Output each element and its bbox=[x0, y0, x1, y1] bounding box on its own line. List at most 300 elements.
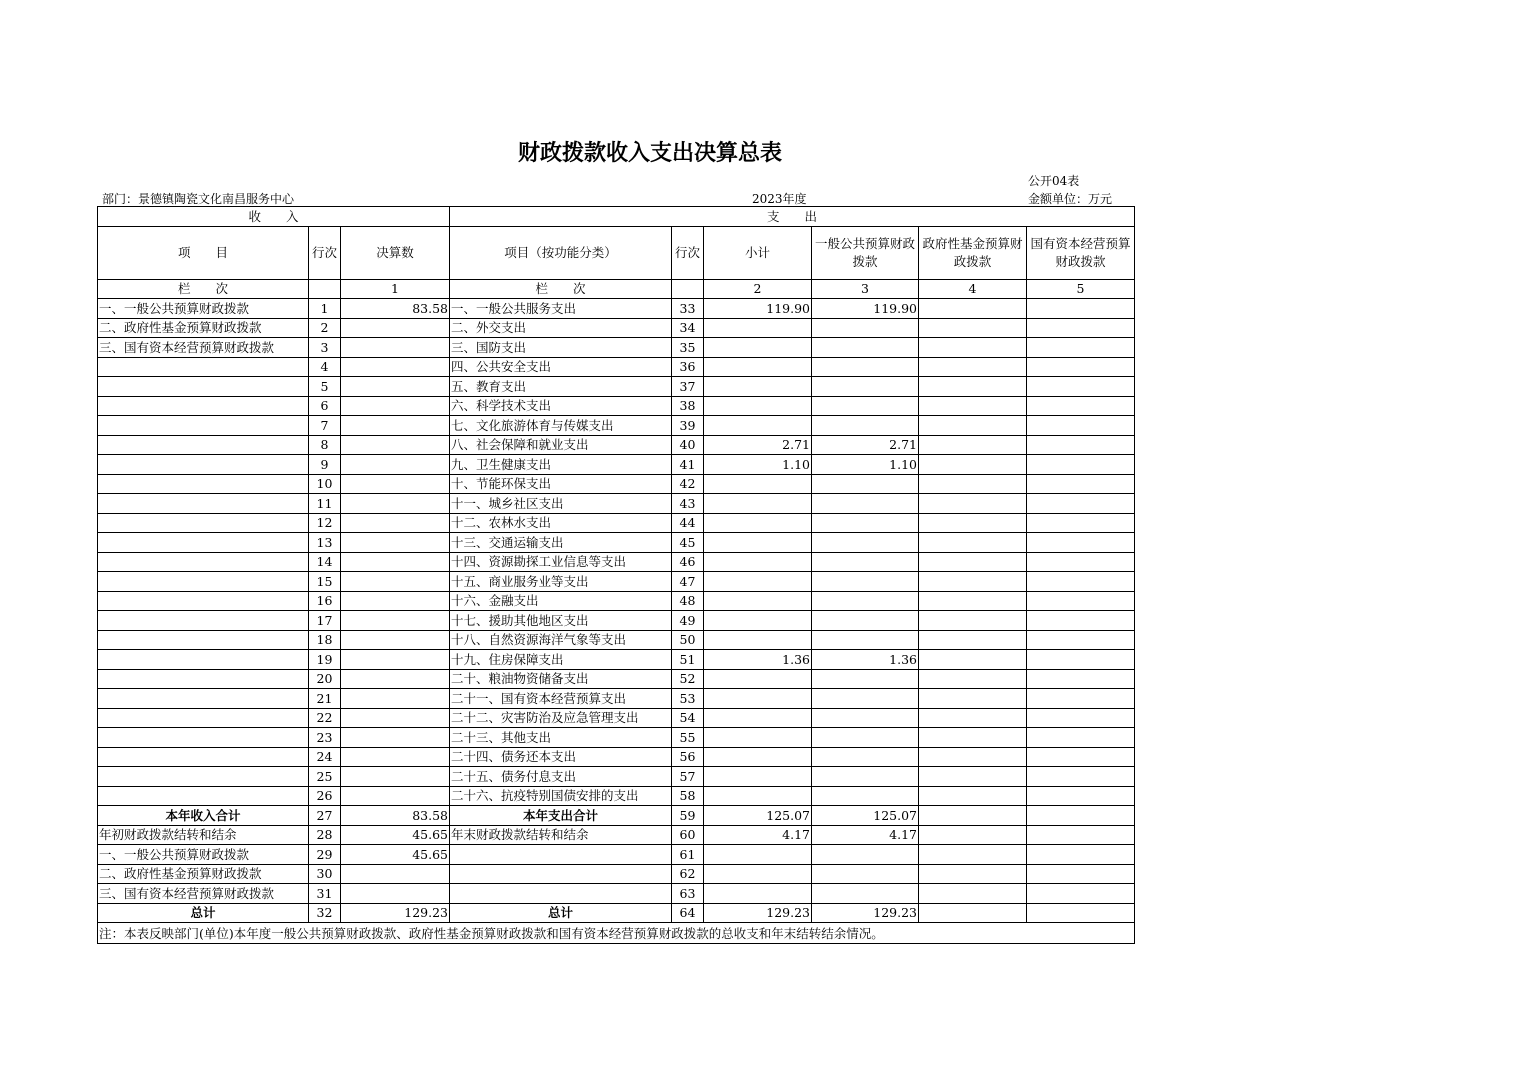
general-budget-cell bbox=[812, 747, 919, 767]
expense-item-cell: 七、文化旅游体育与传媒支出 bbox=[450, 416, 672, 436]
income-amount-cell bbox=[341, 689, 450, 709]
column-index-label: 栏 次 bbox=[450, 279, 672, 299]
income-amount-cell bbox=[341, 474, 450, 494]
gov-fund-header: 政府性基金预算财政拨款 bbox=[919, 226, 1027, 279]
general-budget-cell bbox=[812, 494, 919, 514]
column-index-4: 4 bbox=[919, 279, 1027, 299]
income-amount-cell bbox=[341, 591, 450, 611]
income-item-cell bbox=[98, 572, 309, 592]
column-header-row bbox=[98, 226, 1135, 279]
income-amount-cell: 45.65 bbox=[341, 825, 450, 845]
income-line-no-cell: 28 bbox=[309, 825, 341, 845]
general-budget-cell: 125.07 bbox=[812, 806, 919, 826]
gov-fund-cell bbox=[919, 396, 1027, 416]
table-row bbox=[98, 572, 1135, 592]
state-capital-cell bbox=[1027, 377, 1135, 397]
general-budget-cell bbox=[812, 552, 919, 572]
income-amount-cell bbox=[341, 435, 450, 455]
gov-fund-cell bbox=[919, 513, 1027, 533]
income-item-cell: 三、国有资本经营预算财政拨款 bbox=[98, 338, 309, 358]
income-line-no-cell: 12 bbox=[309, 513, 341, 533]
income-line-no-cell: 15 bbox=[309, 572, 341, 592]
income-amount-cell: 83.58 bbox=[341, 806, 450, 826]
state-capital-cell bbox=[1027, 474, 1135, 494]
income-section-header: 收 入 bbox=[98, 207, 450, 227]
expense-line-no-cell: 45 bbox=[672, 533, 704, 553]
expense-line-no-cell: 60 bbox=[672, 825, 704, 845]
state-capital-cell bbox=[1027, 650, 1135, 670]
table-row bbox=[98, 864, 1135, 884]
income-line-no-cell: 13 bbox=[309, 533, 341, 553]
general-budget-cell bbox=[812, 416, 919, 436]
column-index-label: 栏 次 bbox=[98, 279, 309, 299]
subtotal-cell bbox=[704, 728, 812, 748]
income-amount-cell bbox=[341, 884, 450, 904]
income-item-cell bbox=[98, 396, 309, 416]
expense-line-no-header: 行次 bbox=[672, 226, 704, 279]
table-row bbox=[98, 825, 1135, 845]
income-item-cell bbox=[98, 377, 309, 397]
table-row bbox=[98, 786, 1135, 806]
expense-item-cell: 四、公共安全支出 bbox=[450, 357, 672, 377]
gov-fund-cell bbox=[919, 884, 1027, 904]
subtotal-cell bbox=[704, 884, 812, 904]
subtotal-cell bbox=[704, 377, 812, 397]
income-amount-cell: 45.65 bbox=[341, 845, 450, 865]
income-line-no-cell: 18 bbox=[309, 630, 341, 650]
general-budget-cell bbox=[812, 377, 919, 397]
income-amount-cell bbox=[341, 416, 450, 436]
income-item-cell bbox=[98, 728, 309, 748]
expense-line-no-cell: 41 bbox=[672, 455, 704, 475]
income-amount-cell bbox=[341, 611, 450, 631]
state-capital-cell bbox=[1027, 552, 1135, 572]
income-item-cell: 一、一般公共预算财政拨款 bbox=[98, 845, 309, 865]
income-amount-cell bbox=[341, 494, 450, 514]
income-item-cell bbox=[98, 650, 309, 670]
gov-fund-cell bbox=[919, 806, 1027, 826]
budget-table bbox=[97, 206, 1135, 944]
table-row bbox=[98, 416, 1135, 436]
expense-line-no-cell: 38 bbox=[672, 396, 704, 416]
column-index-5: 5 bbox=[1027, 279, 1135, 299]
income-amount-cell bbox=[341, 513, 450, 533]
section-header-row bbox=[98, 207, 1135, 227]
state-capital-cell bbox=[1027, 338, 1135, 358]
gov-fund-cell bbox=[919, 825, 1027, 845]
income-amount-cell bbox=[341, 650, 450, 670]
subtotal-cell bbox=[704, 864, 812, 884]
state-capital-cell bbox=[1027, 318, 1135, 338]
subtotal-cell bbox=[704, 747, 812, 767]
amount-unit: 金额单位：万元 bbox=[1028, 192, 1113, 206]
general-budget-cell bbox=[812, 728, 919, 748]
income-line-no-cell: 7 bbox=[309, 416, 341, 436]
subtotal-cell bbox=[704, 630, 812, 650]
income-line-no-cell: 5 bbox=[309, 377, 341, 397]
income-amount-cell bbox=[341, 318, 450, 338]
gov-fund-cell bbox=[919, 455, 1027, 475]
subtotal-cell: 129.23 bbox=[704, 903, 812, 923]
gov-fund-cell bbox=[919, 630, 1027, 650]
subtotal-cell: 119.90 bbox=[704, 299, 812, 319]
state-capital-cell bbox=[1027, 864, 1135, 884]
table-row bbox=[98, 903, 1135, 923]
income-amount-cell bbox=[341, 357, 450, 377]
expense-item-cell: 二、外交支出 bbox=[450, 318, 672, 338]
state-capital-cell bbox=[1027, 396, 1135, 416]
income-amount-cell bbox=[341, 767, 450, 787]
income-amount-cell bbox=[341, 377, 450, 397]
expense-item-cell: 一、一般公共服务支出 bbox=[450, 299, 672, 319]
expense-item-cell bbox=[450, 884, 672, 904]
expense-item-cell bbox=[450, 864, 672, 884]
expense-item-cell: 十五、商业服务业等支出 bbox=[450, 572, 672, 592]
expense-item-cell: 二十六、抗疫特别国债安排的支出 bbox=[450, 786, 672, 806]
income-line-no-cell: 25 bbox=[309, 767, 341, 787]
income-line-no-cell: 24 bbox=[309, 747, 341, 767]
table-row bbox=[98, 747, 1135, 767]
income-amount-cell bbox=[341, 708, 450, 728]
subtotal-cell bbox=[704, 357, 812, 377]
table-row bbox=[98, 552, 1135, 572]
expense-line-no-cell: 57 bbox=[672, 767, 704, 787]
expense-line-no-cell: 54 bbox=[672, 708, 704, 728]
state-capital-cell bbox=[1027, 630, 1135, 650]
gov-fund-cell bbox=[919, 767, 1027, 787]
gov-fund-cell bbox=[919, 377, 1027, 397]
subtotal-header: 小计 bbox=[704, 226, 812, 279]
income-line-no-cell: 16 bbox=[309, 591, 341, 611]
expense-line-no-cell: 63 bbox=[672, 884, 704, 904]
fiscal-year: 2023年度 bbox=[752, 192, 807, 206]
gov-fund-cell bbox=[919, 845, 1027, 865]
report-title: 财政拨款收入支出决算总表 bbox=[517, 141, 782, 166]
gov-fund-cell bbox=[919, 591, 1027, 611]
state-capital-cell bbox=[1027, 767, 1135, 787]
expense-line-no-cell: 34 bbox=[672, 318, 704, 338]
expense-item-cell: 本年支出合计 bbox=[450, 806, 672, 826]
expense-line-no-cell: 53 bbox=[672, 689, 704, 709]
income-line-no-cell: 29 bbox=[309, 845, 341, 865]
column-index-2: 2 bbox=[704, 279, 812, 299]
table-row bbox=[98, 669, 1135, 689]
subtotal-cell bbox=[704, 552, 812, 572]
expense-line-no-cell: 56 bbox=[672, 747, 704, 767]
column-index-blank bbox=[309, 279, 341, 299]
table-row bbox=[98, 455, 1135, 475]
table-row bbox=[98, 591, 1135, 611]
expense-item-cell: 二十四、债务还本支出 bbox=[450, 747, 672, 767]
subtotal-cell bbox=[704, 611, 812, 631]
table-row bbox=[98, 845, 1135, 865]
expense-item-cell: 三、国防支出 bbox=[450, 338, 672, 358]
general-budget-cell: 119.90 bbox=[812, 299, 919, 319]
expense-item-cell: 五、教育支出 bbox=[450, 377, 672, 397]
income-line-no-cell: 8 bbox=[309, 435, 341, 455]
income-item-cell: 二、政府性基金预算财政拨款 bbox=[98, 864, 309, 884]
table-row bbox=[98, 689, 1135, 709]
income-line-no-header: 行次 bbox=[309, 226, 341, 279]
general-budget-cell bbox=[812, 884, 919, 904]
table-row bbox=[98, 884, 1135, 904]
gov-fund-cell bbox=[919, 416, 1027, 436]
income-amount-cell bbox=[341, 786, 450, 806]
state-capital-cell bbox=[1027, 806, 1135, 826]
income-amount-cell bbox=[341, 338, 450, 358]
expense-section-header: 支 出 bbox=[450, 207, 1135, 227]
form-number: 公开04表 bbox=[1028, 174, 1080, 188]
income-line-no-cell: 23 bbox=[309, 728, 341, 748]
table-row bbox=[98, 435, 1135, 455]
income-item-cell bbox=[98, 357, 309, 377]
subtotal-cell bbox=[704, 786, 812, 806]
income-item-cell: 二、政府性基金预算财政拨款 bbox=[98, 318, 309, 338]
subtotal-cell bbox=[704, 708, 812, 728]
subtotal-cell bbox=[704, 513, 812, 533]
column-index-1: 1 bbox=[341, 279, 450, 299]
table-row bbox=[98, 513, 1135, 533]
income-item-cell bbox=[98, 494, 309, 514]
income-item-cell bbox=[98, 767, 309, 787]
gov-fund-cell bbox=[919, 728, 1027, 748]
subtotal-cell: 2.71 bbox=[704, 435, 812, 455]
note-row bbox=[98, 923, 1135, 944]
state-capital-cell bbox=[1027, 435, 1135, 455]
income-line-no-cell: 10 bbox=[309, 474, 341, 494]
income-line-no-cell: 4 bbox=[309, 357, 341, 377]
expense-item-cell: 十、节能环保支出 bbox=[450, 474, 672, 494]
table-row bbox=[98, 377, 1135, 397]
income-item-cell: 本年收入合计 bbox=[98, 806, 309, 826]
general-budget-header: 一般公共预算财政拨款 bbox=[812, 226, 919, 279]
income-line-no-cell: 9 bbox=[309, 455, 341, 475]
table-row bbox=[98, 806, 1135, 826]
general-budget-cell bbox=[812, 689, 919, 709]
subtotal-cell bbox=[704, 572, 812, 592]
state-capital-cell bbox=[1027, 786, 1135, 806]
income-amount-cell bbox=[341, 864, 450, 884]
column-index-row bbox=[98, 279, 1135, 299]
state-capital-cell bbox=[1027, 357, 1135, 377]
general-budget-cell bbox=[812, 630, 919, 650]
subtotal-cell bbox=[704, 494, 812, 514]
gov-fund-cell bbox=[919, 318, 1027, 338]
state-capital-cell bbox=[1027, 747, 1135, 767]
general-budget-cell: 129.23 bbox=[812, 903, 919, 923]
state-capital-cell bbox=[1027, 728, 1135, 748]
general-budget-cell bbox=[812, 708, 919, 728]
income-line-no-cell: 1 bbox=[309, 299, 341, 319]
expense-line-no-cell: 62 bbox=[672, 864, 704, 884]
income-amount-cell bbox=[341, 572, 450, 592]
income-item-cell bbox=[98, 689, 309, 709]
expense-line-no-cell: 43 bbox=[672, 494, 704, 514]
income-amount-cell bbox=[341, 552, 450, 572]
subtotal-cell: 1.36 bbox=[704, 650, 812, 670]
income-amount-cell bbox=[341, 630, 450, 650]
income-line-no-cell: 17 bbox=[309, 611, 341, 631]
income-item-cell bbox=[98, 786, 309, 806]
table-row bbox=[98, 318, 1135, 338]
income-item-cell bbox=[98, 533, 309, 553]
state-capital-cell bbox=[1027, 416, 1135, 436]
general-budget-cell bbox=[812, 572, 919, 592]
general-budget-cell: 4.17 bbox=[812, 825, 919, 845]
general-budget-cell bbox=[812, 396, 919, 416]
general-budget-cell bbox=[812, 474, 919, 494]
state-capital-header: 国有资本经营预算财政拨款 bbox=[1027, 226, 1135, 279]
state-capital-cell bbox=[1027, 884, 1135, 904]
gov-fund-cell bbox=[919, 572, 1027, 592]
gov-fund-cell bbox=[919, 552, 1027, 572]
table-row bbox=[98, 474, 1135, 494]
income-amount-cell bbox=[341, 533, 450, 553]
subtotal-cell bbox=[704, 591, 812, 611]
state-capital-cell bbox=[1027, 708, 1135, 728]
general-budget-cell bbox=[812, 338, 919, 358]
income-item-cell bbox=[98, 435, 309, 455]
expense-item-cell: 二十、粮油物资储备支出 bbox=[450, 669, 672, 689]
subtotal-cell bbox=[704, 767, 812, 787]
general-budget-cell bbox=[812, 357, 919, 377]
income-item-cell bbox=[98, 552, 309, 572]
expense-item-cell: 年末财政拨款结转和结余 bbox=[450, 825, 672, 845]
general-budget-cell bbox=[812, 767, 919, 787]
expense-item-cell: 二十二、灾害防治及应急管理支出 bbox=[450, 708, 672, 728]
expense-item-header: 项目（按功能分类） bbox=[450, 226, 672, 279]
income-item-cell: 一、一般公共预算财政拨款 bbox=[98, 299, 309, 319]
gov-fund-cell bbox=[919, 747, 1027, 767]
expense-line-no-cell: 52 bbox=[672, 669, 704, 689]
general-budget-cell bbox=[812, 786, 919, 806]
general-budget-cell: 2.71 bbox=[812, 435, 919, 455]
gov-fund-cell bbox=[919, 533, 1027, 553]
income-item-cell bbox=[98, 611, 309, 631]
expense-line-no-cell: 59 bbox=[672, 806, 704, 826]
income-item-cell bbox=[98, 591, 309, 611]
expense-line-no-cell: 47 bbox=[672, 572, 704, 592]
income-line-no-cell: 11 bbox=[309, 494, 341, 514]
expense-item-cell: 二十五、债务付息支出 bbox=[450, 767, 672, 787]
general-budget-cell: 1.36 bbox=[812, 650, 919, 670]
expense-line-no-cell: 33 bbox=[672, 299, 704, 319]
income-item-cell bbox=[98, 455, 309, 475]
income-line-no-cell: 19 bbox=[309, 650, 341, 670]
income-amount-cell bbox=[341, 747, 450, 767]
table-row bbox=[98, 396, 1135, 416]
income-item-cell: 总计 bbox=[98, 903, 309, 923]
gov-fund-cell bbox=[919, 494, 1027, 514]
gov-fund-cell bbox=[919, 357, 1027, 377]
income-line-no-cell: 14 bbox=[309, 552, 341, 572]
general-budget-cell bbox=[812, 591, 919, 611]
expense-item-cell: 十七、援助其他地区支出 bbox=[450, 611, 672, 631]
income-line-no-cell: 32 bbox=[309, 903, 341, 923]
table-row bbox=[98, 357, 1135, 377]
expense-line-no-cell: 51 bbox=[672, 650, 704, 670]
income-item-cell bbox=[98, 416, 309, 436]
income-item-header: 项 目 bbox=[98, 226, 309, 279]
income-amount-cell bbox=[341, 728, 450, 748]
expense-item-cell: 十一、城乡社区支出 bbox=[450, 494, 672, 514]
income-line-no-cell: 26 bbox=[309, 786, 341, 806]
expense-line-no-cell: 48 bbox=[672, 591, 704, 611]
income-line-no-cell: 2 bbox=[309, 318, 341, 338]
general-budget-cell bbox=[812, 864, 919, 884]
expense-line-no-cell: 39 bbox=[672, 416, 704, 436]
income-line-no-cell: 6 bbox=[309, 396, 341, 416]
gov-fund-cell bbox=[919, 299, 1027, 319]
expense-item-cell: 十六、金融支出 bbox=[450, 591, 672, 611]
table-row bbox=[98, 494, 1135, 514]
income-line-no-cell: 22 bbox=[309, 708, 341, 728]
gov-fund-cell bbox=[919, 708, 1027, 728]
subtotal-cell bbox=[704, 318, 812, 338]
gov-fund-cell bbox=[919, 611, 1027, 631]
state-capital-cell bbox=[1027, 513, 1135, 533]
subtotal-cell: 4.17 bbox=[704, 825, 812, 845]
income-item-cell bbox=[98, 669, 309, 689]
table-row bbox=[98, 338, 1135, 358]
income-line-no-cell: 3 bbox=[309, 338, 341, 358]
expense-item-cell bbox=[450, 845, 672, 865]
income-amount-cell: 83.58 bbox=[341, 299, 450, 319]
expense-line-no-cell: 37 bbox=[672, 377, 704, 397]
subtotal-cell bbox=[704, 416, 812, 436]
expense-line-no-cell: 61 bbox=[672, 845, 704, 865]
general-budget-cell: 1.10 bbox=[812, 455, 919, 475]
income-item-cell: 三、国有资本经营预算财政拨款 bbox=[98, 884, 309, 904]
state-capital-cell bbox=[1027, 903, 1135, 923]
subtotal-cell bbox=[704, 396, 812, 416]
department-label: 部门：景德镇陶瓷文化南昌服务中心 bbox=[102, 192, 295, 206]
expense-item-cell: 十三、交通运输支出 bbox=[450, 533, 672, 553]
expense-item-cell: 八、社会保障和就业支出 bbox=[450, 435, 672, 455]
expense-item-cell: 二十一、国有资本经营预算支出 bbox=[450, 689, 672, 709]
expense-line-no-cell: 44 bbox=[672, 513, 704, 533]
subtotal-cell bbox=[704, 474, 812, 494]
state-capital-cell bbox=[1027, 845, 1135, 865]
gov-fund-cell bbox=[919, 338, 1027, 358]
income-amount-header: 决算数 bbox=[341, 226, 450, 279]
income-line-no-cell: 30 bbox=[309, 864, 341, 884]
table-row bbox=[98, 767, 1135, 787]
income-item-cell bbox=[98, 474, 309, 494]
expense-line-no-cell: 58 bbox=[672, 786, 704, 806]
general-budget-cell bbox=[812, 845, 919, 865]
state-capital-cell bbox=[1027, 572, 1135, 592]
expense-item-cell: 九、卫生健康支出 bbox=[450, 455, 672, 475]
state-capital-cell bbox=[1027, 669, 1135, 689]
subtotal-cell: 1.10 bbox=[704, 455, 812, 475]
income-item-cell bbox=[98, 747, 309, 767]
expense-item-cell: 十四、资源勘探工业信息等支出 bbox=[450, 552, 672, 572]
gov-fund-cell bbox=[919, 669, 1027, 689]
income-item-cell bbox=[98, 630, 309, 650]
expense-line-no-cell: 42 bbox=[672, 474, 704, 494]
general-budget-cell bbox=[812, 611, 919, 631]
expense-line-no-cell: 36 bbox=[672, 357, 704, 377]
table-row bbox=[98, 299, 1135, 319]
state-capital-cell bbox=[1027, 591, 1135, 611]
expense-line-no-cell: 49 bbox=[672, 611, 704, 631]
subtotal-cell bbox=[704, 689, 812, 709]
expense-line-no-cell: 40 bbox=[672, 435, 704, 455]
gov-fund-cell bbox=[919, 689, 1027, 709]
state-capital-cell bbox=[1027, 689, 1135, 709]
expense-item-cell: 十二、农林水支出 bbox=[450, 513, 672, 533]
